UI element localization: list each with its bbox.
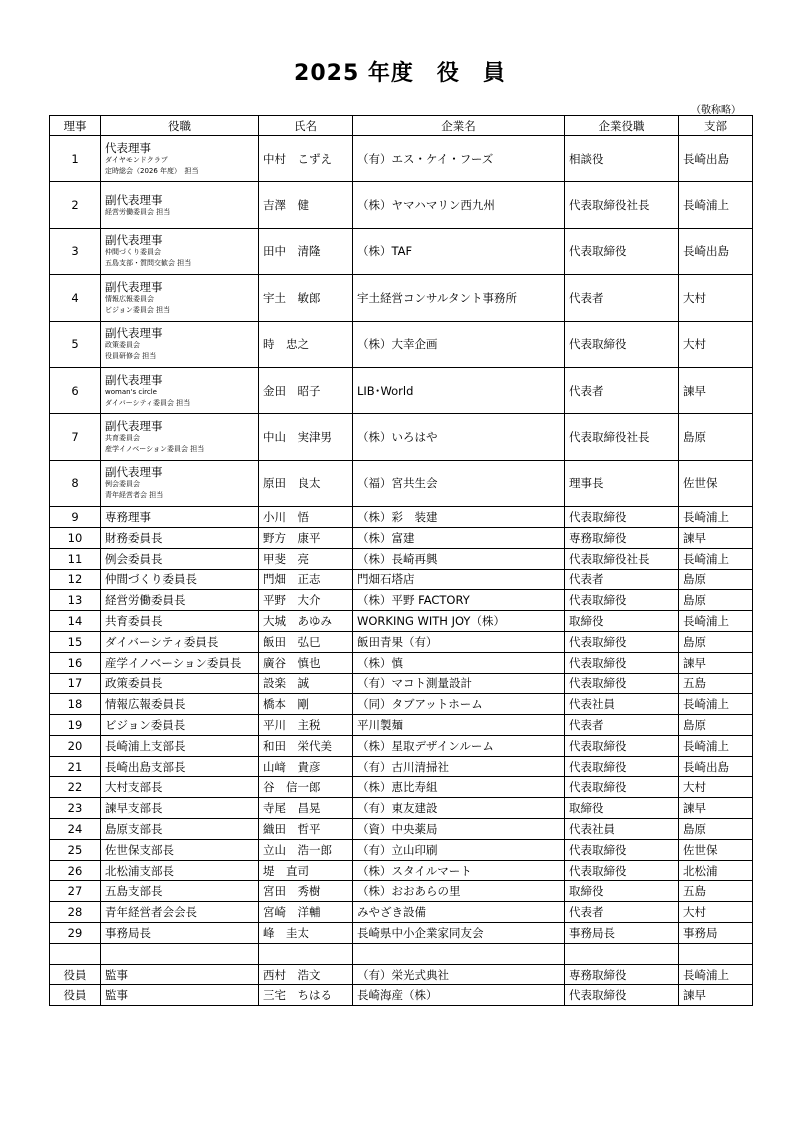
- role-assignment: ダイヤモンドクラブ: [105, 155, 168, 164]
- header-no: 理事: [50, 116, 101, 136]
- cell-no: 28: [50, 902, 101, 923]
- cell-name: 野方 康平: [259, 527, 353, 548]
- cell-company: （株）長崎再興: [353, 548, 565, 569]
- cell-name: 宇土 敏郎: [259, 275, 353, 321]
- header-position: 企業役職: [565, 116, 679, 136]
- cell-name: 金田 昭子: [259, 367, 353, 413]
- cell-position: 代表者: [565, 715, 679, 736]
- table-row: [50, 902, 753, 923]
- cell-company: 門畑石塔店: [353, 569, 565, 590]
- cell-position: 取締役: [565, 798, 679, 819]
- cell-no: 15: [50, 631, 101, 652]
- cell-branch: 諫早: [679, 798, 753, 819]
- cell-no: 22: [50, 777, 101, 798]
- cell-position: 事務局長: [565, 923, 679, 944]
- cell-name: 吉澤 健: [259, 182, 353, 228]
- table-row: [50, 228, 753, 274]
- blank-cell: [565, 943, 679, 964]
- cell-company: 長崎海産（株）: [353, 985, 565, 1006]
- cell-company: 飯田青果（有）: [353, 631, 565, 652]
- cell-company: （株）スタイルマート: [353, 860, 565, 881]
- cell-name: 峰 圭太: [259, 923, 353, 944]
- cell-branch: 佐世保: [679, 839, 753, 860]
- cell-branch: 大村: [679, 777, 753, 798]
- cell-company: （株）大幸企画: [353, 321, 565, 367]
- cell-no: 役員: [50, 985, 101, 1006]
- cell-role: [101, 136, 259, 182]
- cell-position: 代表取締役社長: [565, 548, 679, 569]
- cell-role: 仲間づくり委員長: [101, 569, 259, 590]
- cell-branch: 長崎浦上: [679, 507, 753, 528]
- cell-position: 代表取締役: [565, 777, 679, 798]
- cell-company: （有）エス・ケイ・フーズ: [353, 136, 565, 182]
- role-assignment: 役員研修会 担当: [105, 352, 157, 361]
- table-row: [50, 923, 753, 944]
- header-company: 企業名: [353, 116, 565, 136]
- role-title: 副代表理事: [105, 233, 163, 248]
- cell-position: 代表取締役: [565, 985, 679, 1006]
- cell-position: 代表取締役: [565, 652, 679, 673]
- cell-branch: 長崎浦上: [679, 964, 753, 985]
- blank-row: [50, 943, 753, 964]
- cell-role: 例会委員長: [101, 548, 259, 569]
- table-row: [50, 569, 753, 590]
- cell-role: [101, 228, 259, 274]
- cell-position: 代表取締役: [565, 860, 679, 881]
- cell-position: 代表取締役社長: [565, 414, 679, 460]
- cell-name: 西村 浩文: [259, 964, 353, 985]
- role-assignment: woman's circle: [105, 387, 157, 396]
- cell-branch: 事務局: [679, 923, 753, 944]
- cell-name: 飯田 弘巳: [259, 631, 353, 652]
- table-row: [50, 136, 753, 182]
- table-row: [50, 275, 753, 321]
- cell-role: 監事: [101, 985, 259, 1006]
- header-branch: 支部: [679, 116, 753, 136]
- cell-no: 13: [50, 590, 101, 611]
- cell-name: 谷 信一郎: [259, 777, 353, 798]
- cell-name: 宮崎 洋輔: [259, 902, 353, 923]
- table-row: [50, 839, 753, 860]
- cell-name: 宮田 秀樹: [259, 881, 353, 902]
- cell-name: 中村 こずえ: [259, 136, 353, 182]
- role-assignment: 例会委員会: [105, 480, 140, 489]
- role-assignment: 仲間づくり委員会: [105, 248, 161, 257]
- honorifics-note: （敬称略）: [691, 105, 741, 116]
- cell-name: 平野 大介: [259, 590, 353, 611]
- cell-name: 甲斐 亮: [259, 548, 353, 569]
- cell-company: （株）おおあらの里: [353, 881, 565, 902]
- cell-company: （資）中央薬局: [353, 819, 565, 840]
- cell-role: 長崎出島支部長: [101, 756, 259, 777]
- cell-role: 島原支部長: [101, 819, 259, 840]
- table-row: [50, 527, 753, 548]
- blank-cell: [259, 943, 353, 964]
- cell-no: 19: [50, 715, 101, 736]
- cell-no: 11: [50, 548, 101, 569]
- cell-branch: 諫早: [679, 652, 753, 673]
- cell-position: 代表者: [565, 367, 679, 413]
- page-title: 2025 年度 役 員: [294, 61, 506, 86]
- cell-role: [101, 367, 259, 413]
- role-assignment: ダイバーシティ委員会 担当: [105, 398, 191, 407]
- cell-position: 代表取締役: [565, 228, 679, 274]
- cell-role: 五島支部長: [101, 881, 259, 902]
- cell-position: 専務取締役: [565, 964, 679, 985]
- cell-no: 7: [50, 414, 101, 460]
- cell-position: 代表取締役: [565, 756, 679, 777]
- cell-no: 26: [50, 860, 101, 881]
- cell-role: 北松浦支部長: [101, 860, 259, 881]
- cell-role: 監事: [101, 964, 259, 985]
- cell-no: 4: [50, 275, 101, 321]
- table-row: [50, 460, 753, 506]
- cell-branch: 島原: [679, 819, 753, 840]
- cell-role: ダイバーシティ委員長: [101, 631, 259, 652]
- cell-no: 27: [50, 881, 101, 902]
- cell-no: 8: [50, 460, 101, 506]
- cell-position: 代表者: [565, 275, 679, 321]
- cell-company: （有）東友建設: [353, 798, 565, 819]
- cell-branch: 長崎浦上: [679, 735, 753, 756]
- cell-role: 大村支部長: [101, 777, 259, 798]
- table-row: [50, 673, 753, 694]
- header-role: 役職: [101, 116, 259, 136]
- cell-company: （株）彩 装建: [353, 507, 565, 528]
- cell-position: 代表社員: [565, 819, 679, 840]
- cell-role: 諫早支部長: [101, 798, 259, 819]
- cell-name: 廣谷 慎也: [259, 652, 353, 673]
- header-name: 氏名: [259, 116, 353, 136]
- cell-position: 代表取締役: [565, 321, 679, 367]
- cell-branch: 島原: [679, 569, 753, 590]
- cell-branch: 諫早: [679, 527, 753, 548]
- role-title: 副代表理事: [105, 279, 163, 294]
- cell-branch: 諫早: [679, 985, 753, 1006]
- cell-name: 寺尾 昌晃: [259, 798, 353, 819]
- table-row: [50, 507, 753, 528]
- cell-name: 三宅 ちはる: [259, 985, 353, 1006]
- table-row: [50, 798, 753, 819]
- table-row: [50, 414, 753, 460]
- cell-position: 専務取締役: [565, 527, 679, 548]
- cell-position: 代表社員: [565, 694, 679, 715]
- cell-company: （株）慎: [353, 652, 565, 673]
- cell-branch: 長崎出島: [679, 756, 753, 777]
- role-title: 代表理事: [105, 140, 151, 155]
- cell-branch: 大村: [679, 275, 753, 321]
- cell-role: 長崎浦上支部長: [101, 735, 259, 756]
- cell-no: 23: [50, 798, 101, 819]
- cell-name: 橋本 剛: [259, 694, 353, 715]
- cell-branch: 長崎浦上: [679, 182, 753, 228]
- cell-name: 時 忠之: [259, 321, 353, 367]
- table-row: [50, 777, 753, 798]
- table-row: [50, 756, 753, 777]
- cell-name: 和田 栄代美: [259, 735, 353, 756]
- cell-no: 9: [50, 507, 101, 528]
- auditor-row: [50, 985, 753, 1006]
- role-assignment: 情報広報委員会: [105, 294, 154, 303]
- cell-company: （株）恵比寿組: [353, 777, 565, 798]
- cell-name: 山﨑 貴彦: [259, 756, 353, 777]
- cell-branch: 北松浦: [679, 860, 753, 881]
- cell-branch: 長崎浦上: [679, 548, 753, 569]
- cell-role: [101, 275, 259, 321]
- cell-position: 代表取締役: [565, 507, 679, 528]
- cell-company: （有）栄光式典社: [353, 964, 565, 985]
- role-title: 副代表理事: [105, 372, 163, 387]
- cell-position: 代表者: [565, 902, 679, 923]
- cell-company: （福）宮共生会: [353, 460, 565, 506]
- table-row: [50, 860, 753, 881]
- cell-branch: 長崎浦上: [679, 611, 753, 632]
- cell-position: 取締役: [565, 611, 679, 632]
- table-row: [50, 590, 753, 611]
- table-row: [50, 735, 753, 756]
- cell-role: 財務委員長: [101, 527, 259, 548]
- cell-role: 政策委員長: [101, 673, 259, 694]
- cell-no: 25: [50, 839, 101, 860]
- cell-no: 21: [50, 756, 101, 777]
- cell-position: 代表者: [565, 569, 679, 590]
- cell-company: （同）タブアットホーム: [353, 694, 565, 715]
- cell-name: 堤 直司: [259, 860, 353, 881]
- role-assignment: ビジョン委員会 担当: [105, 305, 171, 314]
- cell-role: [101, 414, 259, 460]
- cell-role: ビジョン委員長: [101, 715, 259, 736]
- cell-position: 代表取締役: [565, 631, 679, 652]
- cell-no: 5: [50, 321, 101, 367]
- cell-name: 小川 悟: [259, 507, 353, 528]
- table-row: [50, 819, 753, 840]
- cell-name: 立山 浩一郎: [259, 839, 353, 860]
- cell-no: 10: [50, 527, 101, 548]
- cell-role: 佐世保支部長: [101, 839, 259, 860]
- cell-no: 24: [50, 819, 101, 840]
- table-row: [50, 631, 753, 652]
- role-assignment: 青年経営者会 担当: [105, 491, 164, 500]
- cell-role: [101, 182, 259, 228]
- cell-company: （有）立山印刷: [353, 839, 565, 860]
- cell-no: 2: [50, 182, 101, 228]
- cell-no: 1: [50, 136, 101, 182]
- role-title: 副代表理事: [105, 419, 163, 434]
- cell-name: 大城 あゆみ: [259, 611, 353, 632]
- role-title: 副代表理事: [105, 192, 163, 207]
- cell-position: 代表取締役社長: [565, 182, 679, 228]
- table-row: [50, 652, 753, 673]
- cell-branch: 長崎浦上: [679, 694, 753, 715]
- role-title: 副代表理事: [105, 465, 163, 480]
- cell-name: 原田 良太: [259, 460, 353, 506]
- cell-branch: 五島: [679, 881, 753, 902]
- cell-no: 3: [50, 228, 101, 274]
- cell-company: 宇土経営コンサルタント事務所: [353, 275, 565, 321]
- auditor-row: [50, 964, 753, 985]
- role-assignment: 五島支部・質問交歓会 担当: [105, 259, 192, 268]
- role-assignment: 定時総会（2026 年度） 担当: [105, 166, 199, 175]
- cell-branch: 佐世保: [679, 460, 753, 506]
- cell-name: 設楽 誠: [259, 673, 353, 694]
- header-row: [50, 116, 753, 136]
- cell-no: 6: [50, 367, 101, 413]
- cell-company: （株）ヤマハマリン西九州: [353, 182, 565, 228]
- cell-no: 18: [50, 694, 101, 715]
- cell-company: WORKING WITH JOY（株）: [353, 611, 565, 632]
- cell-role: 共育委員長: [101, 611, 259, 632]
- role-assignment: 共育委員会: [105, 434, 140, 443]
- cell-role: 情報広報委員長: [101, 694, 259, 715]
- cell-branch: 大村: [679, 902, 753, 923]
- cell-branch: 島原: [679, 590, 753, 611]
- cell-position: 相談役: [565, 136, 679, 182]
- table-row: [50, 182, 753, 228]
- cell-company: （有）マコト測量設計: [353, 673, 565, 694]
- cell-branch: 諫早: [679, 367, 753, 413]
- cell-company: （株）いろはや: [353, 414, 565, 460]
- cell-role: 経営労働委員長: [101, 590, 259, 611]
- cell-role: 産学イノベーション委員長: [101, 652, 259, 673]
- cell-position: 理事長: [565, 460, 679, 506]
- table-row: [50, 321, 753, 367]
- cell-branch: 大村: [679, 321, 753, 367]
- role-assignment: 政策委員会: [105, 341, 140, 350]
- blank-cell: [679, 943, 753, 964]
- cell-branch: 長崎出島: [679, 228, 753, 274]
- cell-role: 青年経営者会会長: [101, 902, 259, 923]
- role-assignment: 経営労働委員会 担当: [105, 207, 171, 216]
- cell-branch: 五島: [679, 673, 753, 694]
- cell-name: 田中 清隆: [259, 228, 353, 274]
- cell-no: 12: [50, 569, 101, 590]
- cell-company: みやざき設備: [353, 902, 565, 923]
- cell-company: （株）星取デザインルーム: [353, 735, 565, 756]
- cell-company: 長崎県中小企業家同友会: [353, 923, 565, 944]
- cell-company: （株）TAF: [353, 228, 565, 274]
- cell-branch: 島原: [679, 715, 753, 736]
- table-row: [50, 611, 753, 632]
- cell-no: 役員: [50, 964, 101, 985]
- cell-no: 16: [50, 652, 101, 673]
- cell-company: LIB･World: [353, 367, 565, 413]
- cell-position: 代表取締役: [565, 590, 679, 611]
- cell-company: （株）富建: [353, 527, 565, 548]
- cell-name: 門畑 正志: [259, 569, 353, 590]
- cell-role: [101, 460, 259, 506]
- cell-position: 代表取締役: [565, 735, 679, 756]
- cell-role: 事務局長: [101, 923, 259, 944]
- cell-company: 平川製麺: [353, 715, 565, 736]
- cell-name: 中山 実津男: [259, 414, 353, 460]
- table-row: [50, 881, 753, 902]
- blank-cell: [353, 943, 565, 964]
- blank-cell: [101, 943, 259, 964]
- cell-no: 14: [50, 611, 101, 632]
- cell-no: 29: [50, 923, 101, 944]
- officers-table: [49, 115, 753, 1006]
- blank-cell: [50, 943, 101, 964]
- cell-no: 20: [50, 735, 101, 756]
- table-row: [50, 367, 753, 413]
- cell-role: 専務理事: [101, 507, 259, 528]
- cell-branch: 島原: [679, 414, 753, 460]
- cell-position: 取締役: [565, 881, 679, 902]
- cell-position: 代表取締役: [565, 673, 679, 694]
- table-row: [50, 715, 753, 736]
- cell-name: 平川 主税: [259, 715, 353, 736]
- cell-no: 17: [50, 673, 101, 694]
- cell-branch: 島原: [679, 631, 753, 652]
- cell-branch: 長崎出島: [679, 136, 753, 182]
- table-row: [50, 694, 753, 715]
- cell-company: （有）古川清掃社: [353, 756, 565, 777]
- cell-company: （株）平野 FACTORY: [353, 590, 565, 611]
- table-row: [50, 548, 753, 569]
- cell-role: [101, 321, 259, 367]
- role-assignment: 産学イノベーション委員会 担当: [105, 445, 205, 454]
- cell-position: 代表取締役: [565, 839, 679, 860]
- cell-name: 織田 哲平: [259, 819, 353, 840]
- role-title: 副代表理事: [105, 326, 163, 341]
